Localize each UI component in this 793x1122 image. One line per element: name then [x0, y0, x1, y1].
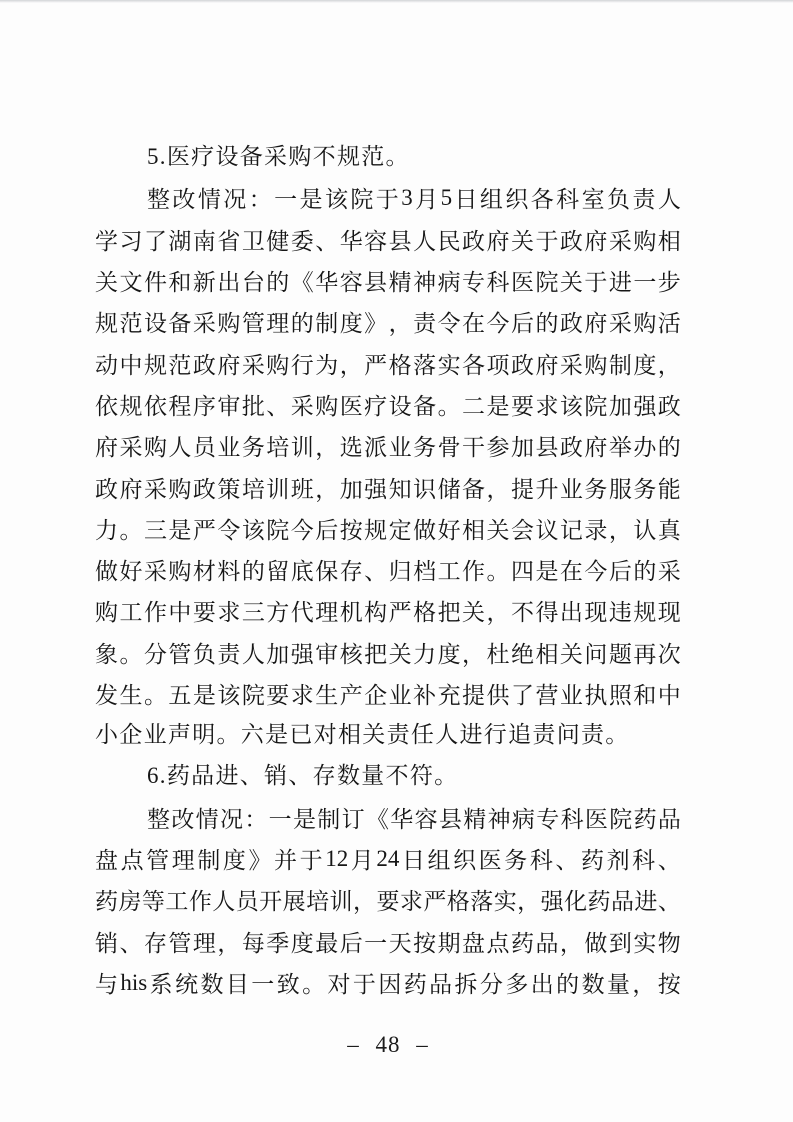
body-line: 药 房 等 工 作 人 员 开 展 培 训 ， 要 求 严 格 落 实 ， 强 化 药 品 进 、 — [95, 889, 681, 915]
body-line: 与 his 系 统 数 目 一 致 。 对 于 因 药 品 拆 分 多 出 的 数 量 ， 按 — [95, 969, 681, 998]
body-line: 发 生 。 五 是 该 院 要 求 生 产 企 业 补 充 提 供 了 营 业 执 照 和 中 — [95, 683, 681, 708]
body-line: 政 府 采 购 政 策 培 训 班 ， 加 强 知 识 储 备 ， 提 升 业 务 服 务 能 — [95, 476, 681, 502]
document-body — [95, 136, 681, 1003]
body-line: 关 文 件 和 新 出 台 的 《 华 容 县 精 神 病 专 科 医 院 关 于 进 一 步 — [95, 270, 681, 296]
body-line: 整 改 情 况 ： 一 是 该 院 于 3 月 5 日 组 织 各 科 室 负 责 人 — [147, 184, 681, 213]
body-line: 盘 点 管 理 制 度 》 并 于 12 月 24 日 组 织 医 务 科 、 药 剂 科 、 — [95, 845, 681, 874]
page-number: – 48 – — [347, 1032, 429, 1057]
body-line: 学 习 了 湖 南 省 卫 健 委 、 华 容 县 人 民 政 府 关 于 政 府 采 购 相 — [95, 228, 681, 254]
body-line: 象 。 分 管 负 责 人 加 强 审 核 把 关 力 度 ， 杜 绝 相 关 问 题 再 次 — [95, 641, 681, 667]
body-line: 动 中 规 范 政 府 采 购 行 为 ， 严 格 落 实 各 项 政 府 采 购 制 度 ， — [95, 352, 681, 378]
body-line: 府 采 购 人 员 业 务 培 训 ， 选 派 业 务 骨 干 参 加 县 政 府 举 办 的 — [95, 435, 681, 461]
section-heading: 6.药品进、销、存数量不符。 — [147, 763, 459, 789]
page-footer — [95, 1029, 681, 1061]
body-line: 做 好 采 购 材 料 的 留 底 保 存 、 归 档 工 作 。 四 是 在 今 后 的 采 — [95, 559, 681, 585]
body-line: 规 范 设 备 采 购 管 理 的 制 度 》 ， 责 令 在 今 后 的 政 府 采 购 活 — [95, 311, 681, 337]
body-line: 购 工 作 中 要 求 三 方 代 理 机 构 严 格 把 关 ， 不 得 出 现 违 规 现 — [95, 600, 681, 626]
section-heading: 5.医疗设备采购不规范。 — [147, 144, 410, 169]
body-line: 力 。 三 是 严 令 该 院 今 后 按 规 定 做 好 相 关 会 议 记 录 ， 认 真 — [95, 517, 681, 543]
body-line: 销 、 存 管 理 ， 每 季 度 最 后 一 天 按 期 盘 点 药 品 ， 做 到 实 物 — [95, 930, 681, 956]
body-line: 小企业声明。六是已对相关责任人进行追责问责。 — [95, 722, 630, 748]
body-line: 整 改 情 况 ： 一 是 制 订 《 华 容 县 精 神 病 专 科 医 院 药 品 — [147, 806, 681, 832]
body-line: 依 规 依 程 序 审 批 、 采 购 医 疗 设 备 。 二 是 要 求 该 院 加 强 政 — [95, 393, 681, 419]
